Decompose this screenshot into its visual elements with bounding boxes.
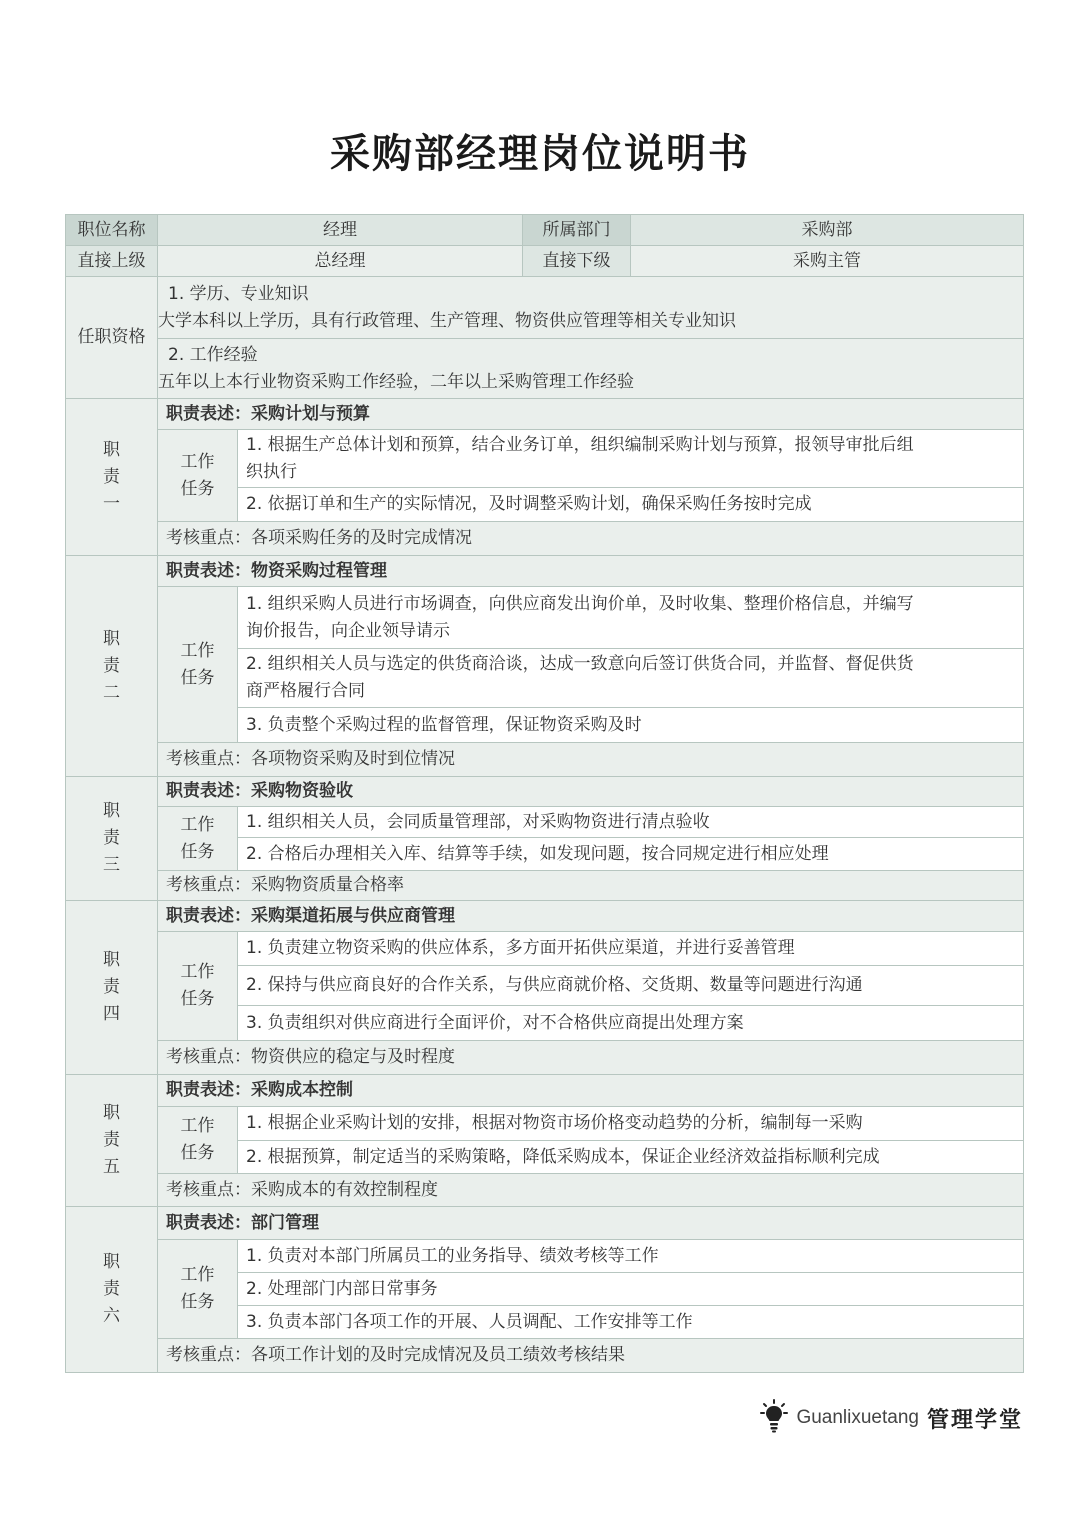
duty-label-char: 四 <box>103 1004 120 1024</box>
duty-description-prefix: 职责表述： <box>166 1080 251 1100</box>
footer-brand <box>760 1398 1023 1438</box>
task-label <box>158 430 238 522</box>
duty-label-char: 六 <box>103 1306 120 1326</box>
position-label: 职位名称 <box>66 215 158 246</box>
duty-task-row <box>66 430 1024 488</box>
task-item: 1. 组织相关人员，会同质量管理部，对采购物资进行清点验收 <box>238 807 1024 838</box>
duty-review-prefix: 考核重点： <box>166 1047 251 1067</box>
duty-review-text: 采购物资质量合格率 <box>251 875 404 895</box>
duty-task-row <box>66 807 1024 838</box>
duty-description-row <box>66 901 1024 932</box>
task-item: 1. 负责对本部门所属员工的业务指导、绩效考核等工作 <box>238 1240 1024 1273</box>
task-label-line-1: 工作 <box>180 1265 215 1285</box>
duty-label-char: 责 <box>103 466 120 487</box>
page-title: 采购部经理岗位说明书 <box>330 131 750 177</box>
duty-label-char: 三 <box>103 855 120 875</box>
task-label-line-2: 任务 <box>180 841 215 862</box>
task-item: 2. 保持与供应商良好的合作关系，与供应商就价格、交货期、数量等问题进行沟通 <box>238 966 1024 1006</box>
duty-description-row <box>66 1207 1024 1240</box>
task-item: 3. 负责整个采购过程的监督管理，保证物资采购及时 <box>238 708 1024 743</box>
job-description-table <box>65 214 1024 1373</box>
duty-description-text: 采购物资验收 <box>251 781 353 801</box>
duty-label-char: 职 <box>103 628 120 649</box>
duty-task-row <box>66 932 1024 966</box>
duty-review <box>158 871 1024 901</box>
task-item: 3. 负责本部门各项工作的开展、人员调配、工作安排等工作 <box>238 1306 1024 1339</box>
qualification-label: 任职资格 <box>66 277 158 399</box>
dept-label: 所属部门 <box>523 215 631 246</box>
task-item: 1. 根据企业采购计划的安排，根据对物资市场价格变动趋势的分析，编制每一采购 <box>238 1107 1024 1141</box>
duty-description-prefix: 职责表述： <box>166 905 251 926</box>
duty-review-prefix: 考核重点： <box>166 875 251 895</box>
duty-label-char: 责 <box>103 977 120 997</box>
duty-review <box>158 743 1024 777</box>
duty-label <box>66 1075 158 1207</box>
duty-review-prefix: 考核重点： <box>166 528 251 548</box>
duty-task-row <box>66 1240 1024 1273</box>
task-item: 3. 负责组织对供应商进行全面评价，对不合格供应商提出处理方案 <box>238 1006 1024 1041</box>
qualification-row-1 <box>66 277 1024 339</box>
brand-cn: 管理学堂 <box>926 1406 1023 1433</box>
duty-description <box>158 777 1024 807</box>
task-label-line-1: 工作 <box>180 1116 215 1136</box>
task-label-line-1: 工作 <box>180 814 215 835</box>
task-label-line-1: 工作 <box>180 451 215 472</box>
duty-review-row <box>66 743 1024 777</box>
duty-label <box>66 556 158 777</box>
subordinate-label: 直接下级 <box>523 246 631 277</box>
duty-review-row <box>66 1174 1024 1207</box>
task-label-line-2: 任务 <box>180 1143 215 1163</box>
qualification-text: 五年以上本行业物资采购工作经验，二年以上采购管理工作经验 <box>158 371 634 392</box>
brand-en: Guanlixuetang <box>796 1407 919 1428</box>
task-item: 1. 组织采购人员进行市场调查，向供应商发出询价单，及时收集、整理价格信息，并编写询价报告，向企业领导请示 <box>238 587 1024 649</box>
task-label-line-2: 任务 <box>180 1292 215 1312</box>
task-label <box>158 587 238 743</box>
duty-label-char: 职 <box>103 439 120 460</box>
duty-description-row <box>66 777 1024 807</box>
duty-description-text: 采购渠道拓展与供应商管理 <box>251 905 455 926</box>
task-item: 2. 根据预算，制定适当的采购策略，降低采购成本，保证企业经济效益指标顺利完成 <box>238 1141 1024 1174</box>
duty-label-char: 责 <box>103 655 120 676</box>
duty-label-char: 职 <box>103 950 120 970</box>
duty-label-char: 责 <box>103 1130 120 1150</box>
header-row-1 <box>66 215 1024 246</box>
duty-description <box>158 399 1024 430</box>
duty-description-row <box>66 556 1024 587</box>
duty-label <box>66 399 158 556</box>
duty-task-row <box>66 587 1024 649</box>
duty-description <box>158 556 1024 587</box>
task-label-line-2: 任务 <box>180 667 215 688</box>
duty-review-row <box>66 522 1024 556</box>
lightbulb-icon <box>760 1399 788 1437</box>
duty-label-char: 五 <box>103 1157 120 1177</box>
duty-review-row <box>66 1041 1024 1075</box>
duty-label-char: 职 <box>103 801 120 821</box>
task-label-line-1: 工作 <box>180 962 215 982</box>
duty-description-prefix: 职责表述： <box>166 403 251 424</box>
duty-description <box>158 1075 1024 1107</box>
qualification-item <box>158 277 1024 339</box>
duty-description-text: 采购计划与预算 <box>251 403 370 424</box>
header-row-2 <box>66 246 1024 277</box>
duty-review-text: 各项采购任务的及时完成情况 <box>251 528 472 548</box>
dept-value: 采购部 <box>631 215 1024 246</box>
duty-review-prefix: 考核重点： <box>166 749 251 769</box>
duty-description-prefix: 职责表述： <box>166 1212 251 1233</box>
duty-description-row <box>66 399 1024 430</box>
superior-label: 直接上级 <box>66 246 158 277</box>
task-item: 2. 组织相关人员与选定的供货商洽谈，达成一致意向后签订供货合同，并监督、督促供货商严格履行合同 <box>238 649 1024 708</box>
duty-review <box>158 1339 1024 1373</box>
duty-label-char: 一 <box>103 493 120 514</box>
duty-review <box>158 1174 1024 1207</box>
qualification-text: 大学本科以上学历，具有行政管理、生产管理、物资供应管理等相关专业知识 <box>158 310 736 331</box>
duty-review-row <box>66 871 1024 901</box>
duty-description-text: 部门管理 <box>251 1212 319 1233</box>
qualification-row-2 <box>66 339 1024 399</box>
task-label-line-2: 任务 <box>180 989 215 1009</box>
task-item: 1. 根据生产总体计划和预算，结合业务订单，组织编制采购计划与预算，报领导审批后组织执行 <box>238 430 1024 488</box>
duty-label-char: 职 <box>103 1252 120 1272</box>
duty-label-char: 职 <box>103 1103 120 1123</box>
task-label-line-2: 任务 <box>180 478 215 499</box>
duty-review <box>158 522 1024 556</box>
task-label-line-1: 工作 <box>180 640 215 661</box>
subordinate-value: 采购主管 <box>631 246 1024 277</box>
duty-label <box>66 901 158 1075</box>
duty-description-text: 物资采购过程管理 <box>251 560 387 581</box>
duty-description-row <box>66 1075 1024 1107</box>
duty-label <box>66 777 158 901</box>
duty-description-prefix: 职责表述： <box>166 560 251 581</box>
duty-description <box>158 901 1024 932</box>
duty-review-text: 各项物资采购及时到位情况 <box>251 749 455 769</box>
duty-description <box>158 1207 1024 1240</box>
task-label <box>158 1240 238 1339</box>
task-item: 2. 处理部门内部日常事务 <box>238 1273 1024 1306</box>
duty-label <box>66 1207 158 1373</box>
duty-review-text: 各项工作计划的及时完成情况及员工绩效考核结果 <box>251 1345 625 1365</box>
duty-review-text: 采购成本的有效控制程度 <box>251 1179 438 1200</box>
task-label <box>158 932 238 1041</box>
task-label <box>158 807 238 871</box>
duty-description-prefix: 职责表述： <box>166 781 251 801</box>
qualification-heading: 2. 工作经验 <box>168 344 258 365</box>
duty-review <box>158 1041 1024 1075</box>
task-item: 2. 依据订单和生产的实际情况，及时调整采购计划，确保采购任务按时完成 <box>238 488 1024 522</box>
position-value: 经理 <box>158 215 523 246</box>
qualification-item <box>158 339 1024 399</box>
duty-review-row <box>66 1339 1024 1373</box>
qualification-heading: 1. 学历、专业知识 <box>168 283 309 304</box>
duty-description-text: 采购成本控制 <box>251 1080 353 1100</box>
superior-value: 总经理 <box>158 246 523 277</box>
task-label <box>158 1107 238 1174</box>
duty-review-prefix: 考核重点： <box>166 1345 251 1365</box>
duty-label-char: 责 <box>103 828 120 848</box>
task-item: 1. 负责建立物资采购的供应体系，多方面开拓供应渠道，并进行妥善管理 <box>238 932 1024 966</box>
duty-review-prefix: 考核重点： <box>166 1179 251 1200</box>
duty-label-char: 二 <box>103 682 120 703</box>
duty-label-char: 责 <box>103 1279 120 1299</box>
duty-review-text: 物资供应的稳定与及时程度 <box>251 1047 455 1067</box>
task-item: 2. 合格后办理相关入库、结算等手续，如发现问题，按合同规定进行相应处理 <box>238 838 1024 871</box>
duty-task-row <box>66 1107 1024 1141</box>
